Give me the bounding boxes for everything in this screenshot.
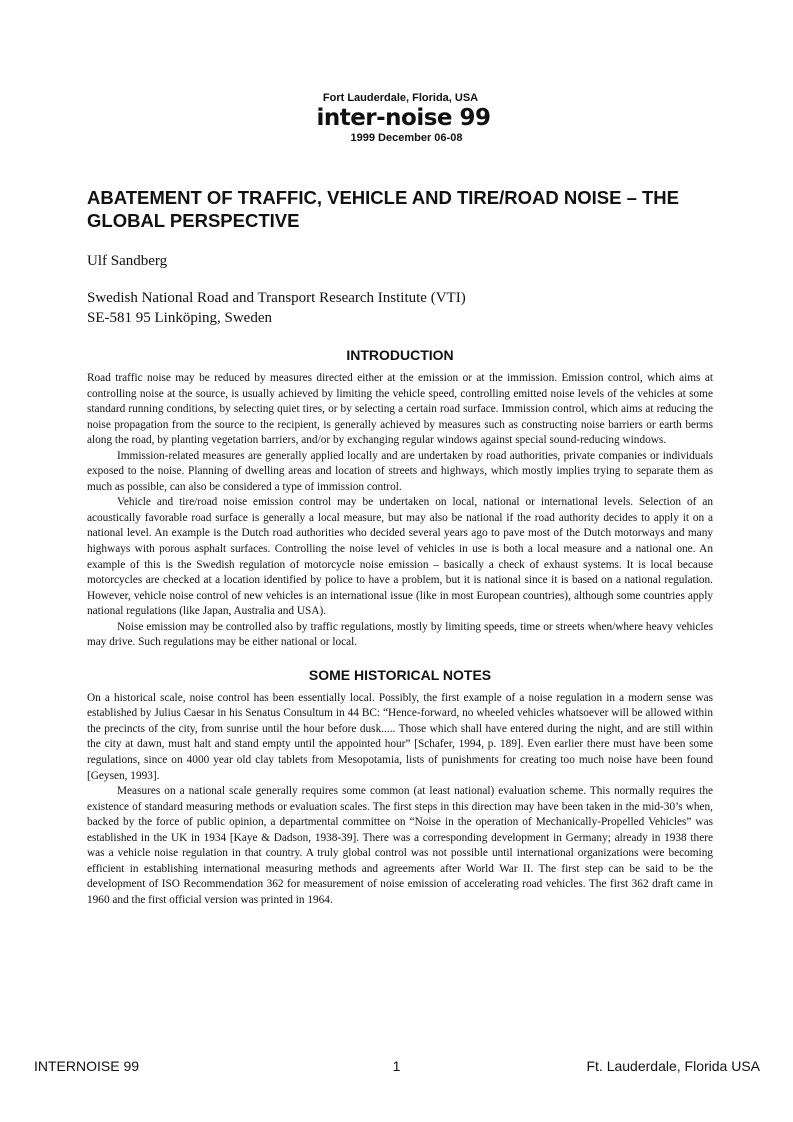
section-heading: SOME HISTORICAL NOTES — [308, 666, 492, 683]
paragraph: Noise emission may be controlled also by traffic regulations, mostly by limiting speeds, time or streets when/where heavy vehicles may drive. Such regulations may be either national or local. — [87, 620, 713, 649]
paragraph: Measures on a national scale generally requires some common (at least national) evaluation scheme. This normally requires the existence of standard measuring methods or evaluation scales. The first steps in this direction may have been taken in the mid-30’s when, backed by the force of public opinion, a departmental committee on “Noise in the operation of Mechanically-Propelled Vehicles” was established in the UK in 1934 [Kaye & Dadson, 1938-39]. There was a corresponding development in Germany; already in 1938 there was a vehicle noise regulation in that country. A truly global control was not possible until international organizations were becoming efficient in establishing international measuring methods and agreements after World War II. The first step can be said to be the development of ISO Recommendation 362 for measurement of noise emission of accelerating road vehicles. The first 362 draft came in 1960 and the first official version was printed in 1964. — [87, 785, 713, 906]
conference-dates: 1999 December 06-08 — [350, 132, 463, 144]
author-name: Ulf Sandberg — [87, 253, 168, 269]
page-number: 1 — [392, 1058, 401, 1074]
paragraph: Road traffic noise may be reduced by measures directed either at the emission or at the immission. Emission control, which aims at controlling noise at the source, is usually achieved by limiting the vehicle speed, controlling emitted noise levels of the vehicles at some standard running conditions, by selecting quiet tires, or by selecting a certain road surface. Immission control, which aims at reducing the noise propagation from the source to the recipient, is generally achieved by measures such as constructing noise barriers or earth berms along the road, by planting vegetation barriers, and/or by exchanging regular windows against special sound-reducing windows. — [87, 372, 713, 447]
section-introduction — [87, 346, 713, 651]
paragraph: Vehicle and tire/road noise emission control may be undertaken on local, national or international levels. Selection of an acoustically favorable road surface is generally a local measure, but may also be national if the road authority decides to apply it on a national level. An example is the Dutch road authorities who decided several years ago to pave most of the Dutch motorways and many highways with porous asphalt surfaces. Controlling the noise level of vehicles in use is both a local measure and a national one. An example of this is the Swedish regulation of motorcycle noise emission – basically a check of exhaust systems. It is local because motorcycles are checked at a location identified by police to have a problem, but it is national since it is based on a national regulation. However, vehicle noise control of new vehicles is an international issue (like in most European countries), although some countries apply national regulations (like Japan, Australia and USA). — [87, 496, 713, 618]
paper-title: ABATEMENT OF TRAFFIC, VEHICLE AND TIRE/ROAD NOISE – THE GLOBAL PERSPECTIVE — [87, 187, 680, 231]
footer-location: Ft. Lauderdale, Florida USA — [586, 1058, 760, 1074]
paragraph: On a historical scale, noise control has been essentially local. Possibly, the first example of a noise regulation in a modern sense was established by Julius Caesar in his Senatus Consultum in 44 BC: “Hence-forward, no wheeled vehicles whatsoever will be allowed within the precincts of the city, from sunrise until the hour before dusk..... Those which shall have entered during the night, and are still within the city at dawn, must halt and stand empty until the appointed hour” [Schafer, 1994, p. 189]. Even earlier there must have been some regulations, since on 4000 year old clay tablets from Mesopotamia, lists of punishments for creating too much noise have been found [Geysen, 1993]. — [87, 691, 713, 782]
footer-conference: INTERNOISE 99 — [34, 1058, 140, 1074]
paragraph: Immission-related measures are generally applied locally and are undertaken by road authorities, private companies or individuals exposed to the noise. Planning of dwelling areas and location of streets and highways, which mostly implies trying to separate them as much as possible, can also be considered a type of immission control. — [87, 449, 713, 493]
conference-header — [0, 91, 793, 145]
paper-body — [87, 346, 713, 909]
affiliation-line: Swedish National Road and Transport Research Institute (VTI) — [87, 290, 466, 306]
affiliation-line: SE-581 95 Linköping, Sweden — [87, 310, 272, 326]
conference-logo: inter-noise 99 — [316, 105, 491, 131]
section-heading: INTRODUCTION — [346, 347, 454, 363]
conference-location: Fort Lauderdale, Florida, USA — [322, 92, 479, 104]
affiliation — [87, 288, 466, 328]
section-historical-notes — [87, 666, 713, 909]
